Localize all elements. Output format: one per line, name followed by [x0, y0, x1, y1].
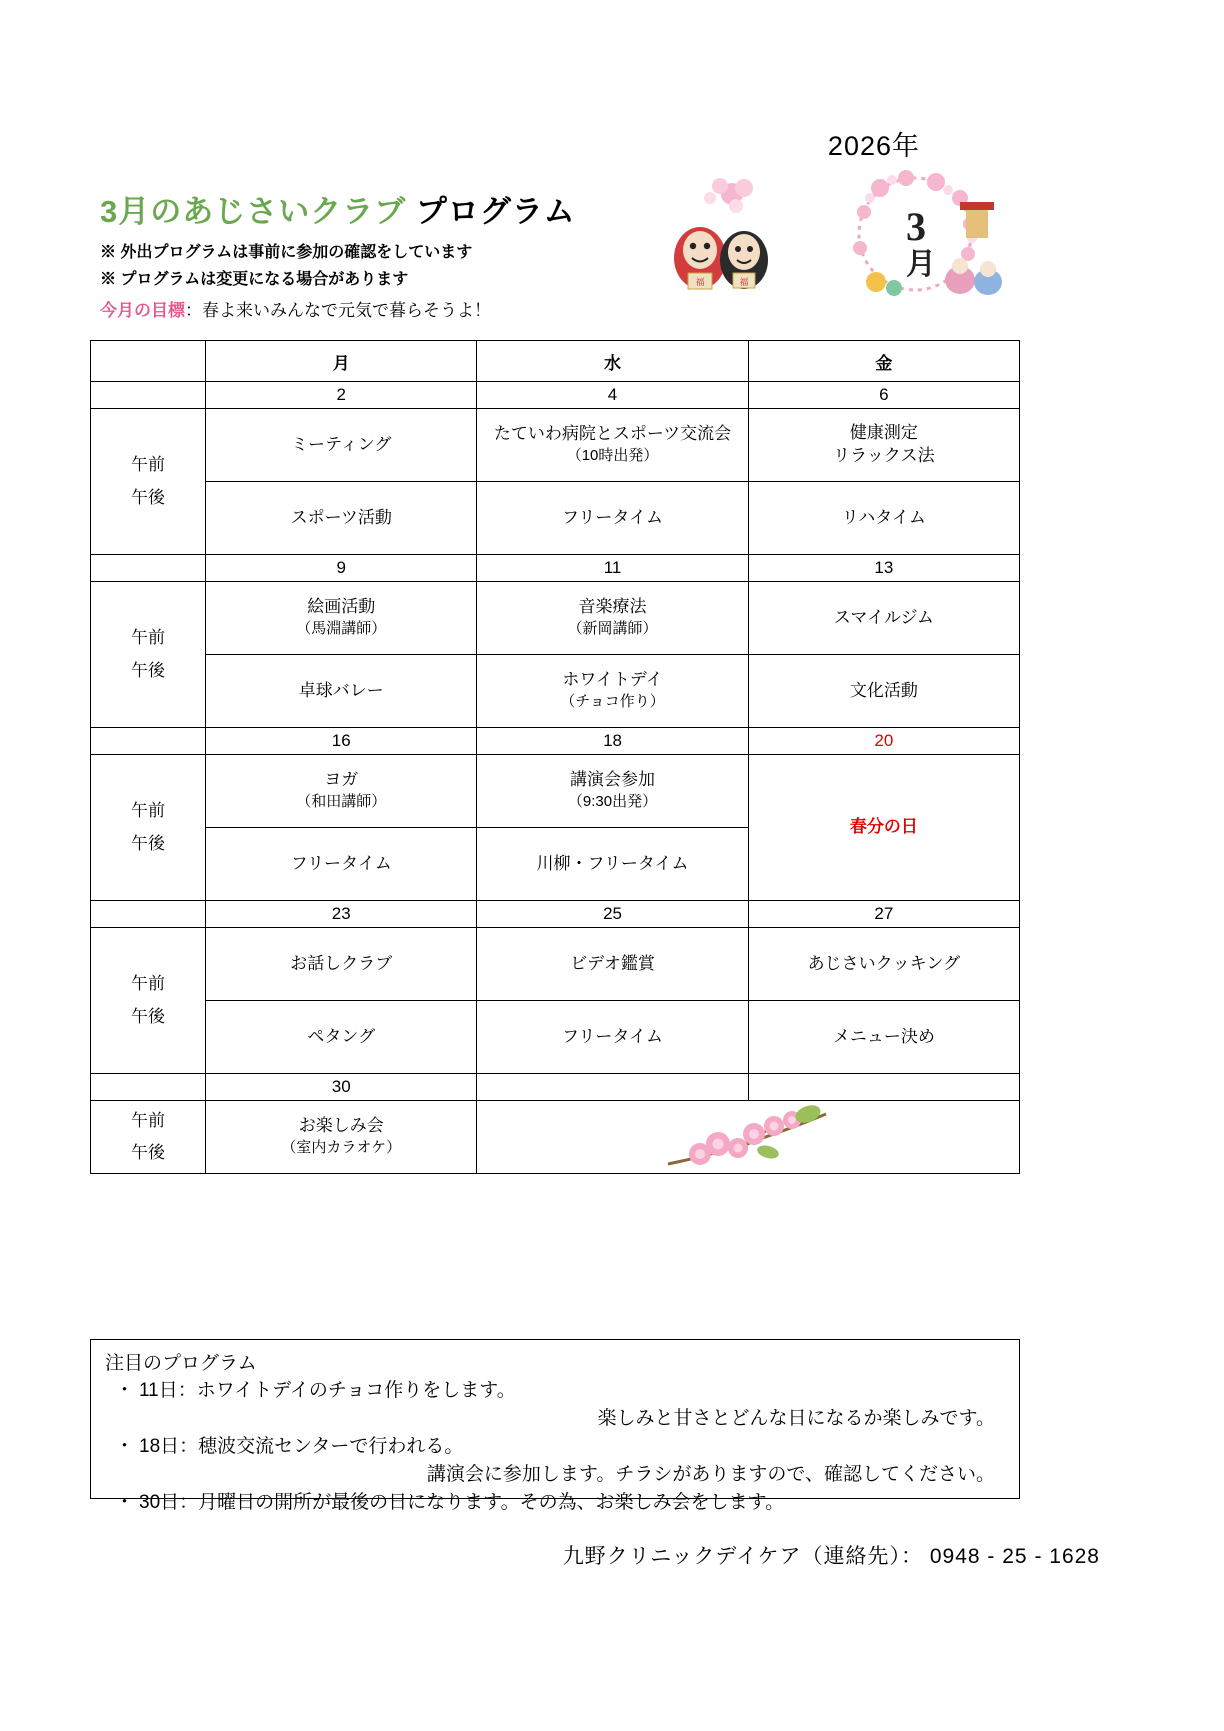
activity-cell	[748, 582, 1019, 655]
page-title-sub: プログラム	[415, 194, 576, 229]
table-row	[91, 655, 1020, 728]
date-row	[91, 382, 1020, 409]
activity-cell	[206, 828, 477, 901]
time-label-pm: 午後	[131, 1006, 166, 1026]
activity-main: フリータイム	[562, 507, 664, 527]
date-cell-holiday: 20	[748, 728, 1019, 755]
day-header-mon: 月	[206, 341, 477, 382]
activity-cell	[206, 1001, 477, 1074]
notice-item-continuation: 楽しみと甘さとどんな日になるか楽しみです。	[597, 1407, 995, 1429]
activity-sub: （和田講師）	[296, 793, 387, 811]
monthly-goal-text: ：春よ来いみんなで元気で暮らそうよ！	[185, 301, 491, 320]
time-label-pm: 午後	[131, 833, 166, 853]
activity-main: あじさいクッキング	[807, 953, 961, 973]
time-label-cell	[91, 409, 206, 555]
table-row	[91, 928, 1020, 1001]
notice-item-text: 18日：穂波交流センターで行われる。	[139, 1436, 464, 1458]
activity-cell	[477, 928, 748, 1001]
date-cell: 18	[477, 728, 748, 755]
time-label-am: 午前	[131, 628, 166, 648]
date-row	[91, 728, 1020, 755]
bullet-icon: ・	[115, 1380, 135, 1401]
activity-cell	[748, 928, 1019, 1001]
activity-sub: （10時出発）	[566, 447, 659, 465]
time-label-pm: 午後	[131, 1143, 166, 1162]
notice-box	[90, 1339, 1020, 1514]
activity-main: フリータイム	[290, 853, 392, 873]
activity-main: ペタング	[307, 1026, 376, 1046]
note-line-1: ※ 外出プログラムは事前に参加の確認をしています	[100, 244, 473, 261]
activity-main: 講演会参加	[570, 770, 656, 790]
activity-cell	[748, 482, 1019, 555]
activity-cell	[748, 409, 1019, 482]
activity-cell	[477, 409, 748, 482]
activity-cell	[477, 828, 748, 901]
table-row	[91, 755, 1020, 828]
activity-sub: （チョコ作り）	[560, 693, 665, 711]
sakura-branch-icon	[658, 1092, 838, 1182]
activity-main: ヨガ	[324, 770, 359, 790]
date-row-spacer	[91, 901, 206, 928]
corner-cell	[91, 341, 206, 382]
activity-main: スマイルジム	[833, 607, 934, 627]
date-cell: 16	[206, 728, 477, 755]
date-row	[91, 1074, 1020, 1101]
sakura-decoration-cell	[477, 1101, 1020, 1174]
page-title-main: 3月のあじさいクラブ	[100, 194, 407, 229]
activity-cell	[748, 655, 1019, 728]
activity-main: ホワイトデイ	[562, 670, 663, 690]
date-row-spacer	[91, 728, 206, 755]
notice-item-continuation: 講演会に参加します。チラシがありますので、確認してください。	[426, 1463, 995, 1485]
activity-cell	[206, 928, 477, 1001]
bullet-icon: ・	[115, 1436, 135, 1458]
bullet-icon: ・	[115, 1492, 135, 1514]
table-row	[91, 1001, 1020, 1074]
notice-title: 注目のプログラム	[105, 1353, 257, 1374]
activity-main: ビデオ鑑賞	[570, 953, 655, 973]
time-label-am: 午前	[131, 974, 166, 994]
notice-item-text: 30日：月曜日の開所が最後の日になります。その為、お楽しみ会をします。	[139, 1492, 785, 1514]
date-cell: 2	[206, 382, 477, 409]
date-cell: 30	[206, 1074, 477, 1101]
activity-cell	[206, 409, 477, 482]
activity-main: お話しクラブ	[290, 953, 393, 973]
activity-cell	[206, 482, 477, 555]
holiday-cell: 春分の日	[748, 755, 1019, 901]
list-item	[105, 1489, 1005, 1517]
activity-cell	[206, 755, 477, 828]
list-item	[105, 1433, 1005, 1488]
day-header-wed: 水	[477, 341, 748, 382]
activity-sub: （馬淵講師）	[296, 620, 387, 638]
monthly-goal-label: 今月の目標	[100, 301, 185, 320]
activity-main: 川柳・フリータイム	[536, 853, 689, 873]
activity-main: お楽しみ会	[298, 1116, 384, 1136]
date-cell: 9	[206, 555, 477, 582]
time-label-am: 午前	[131, 1110, 166, 1130]
footer-contact: 九野クリニックデイケア（連絡先）： 0948 - 25 - 1628	[562, 1545, 1100, 1568]
activity-main: スポーツ活動	[290, 507, 392, 527]
activity-main: フリータイム	[562, 1026, 664, 1046]
time-label-pm: 午後	[131, 660, 166, 680]
activity-main: 健康測定	[849, 423, 918, 443]
activity-main: 文化活動	[849, 680, 918, 700]
list-item	[105, 1377, 1005, 1432]
date-cell: 25	[477, 901, 748, 928]
table-row	[91, 409, 1020, 482]
table-row	[91, 582, 1020, 655]
activity-sub: （新岡講師）	[567, 620, 658, 638]
activity-sub: （室内カラオケ）	[281, 1139, 402, 1157]
date-cell: 13	[748, 555, 1019, 582]
activity-main: メニュー決め	[832, 1026, 935, 1046]
date-cell: 27	[748, 901, 1019, 928]
activity-main: 卓球バレー	[298, 680, 384, 700]
activity-cell	[477, 482, 748, 555]
date-cell: 4	[477, 382, 748, 409]
date-cell: 6	[748, 382, 1019, 409]
activity-sub: （9:30出発）	[567, 793, 658, 811]
year-label: 2026年	[827, 131, 920, 161]
activity-main: リハタイム	[841, 507, 926, 527]
table-header-row	[91, 341, 1020, 382]
activity-main: 音楽療法	[578, 597, 647, 617]
daruma-illustration	[640, 170, 800, 300]
time-label-pm: 午後	[131, 487, 166, 507]
schedule-table	[90, 340, 1020, 1174]
svg-text:月: 月	[906, 248, 936, 281]
time-label-am: 午前	[131, 455, 166, 475]
date-row-spacer	[91, 555, 206, 582]
time-label-cell	[91, 928, 206, 1074]
activity-cell	[206, 1101, 477, 1174]
monthly-goal	[100, 296, 491, 321]
notice-list	[105, 1377, 1005, 1517]
notice-item-text: 11日：ホワイトデイのチョコ作りをします。	[139, 1380, 516, 1401]
time-label-am: 午前	[131, 801, 166, 821]
day-header-fri: 金	[748, 341, 1019, 382]
table-row	[91, 482, 1020, 555]
date-row	[91, 555, 1020, 582]
activity-cell	[206, 582, 477, 655]
time-label-cell	[91, 582, 206, 728]
activity-sub: リラックス法	[833, 446, 935, 465]
date-row-spacer	[91, 382, 206, 409]
svg-text:福: 福	[695, 277, 705, 287]
time-label-cell	[91, 755, 206, 901]
svg-text:3: 3	[906, 204, 926, 249]
date-row	[91, 901, 1020, 928]
date-row-spacer	[91, 1074, 206, 1101]
activity-cell	[477, 582, 748, 655]
activity-main: 絵画活動	[307, 597, 376, 617]
time-label-cell	[91, 1101, 206, 1174]
activity-main: たていわ病院とスポーツ交流会	[493, 424, 732, 444]
activity-cell	[748, 1001, 1019, 1074]
date-cell: 23	[206, 901, 477, 928]
activity-cell	[477, 755, 748, 828]
activity-cell	[206, 655, 477, 728]
activity-main: ミーティング	[291, 434, 392, 454]
march-badge-illustration	[820, 162, 1010, 312]
svg-text:福: 福	[739, 277, 749, 287]
date-cell: 11	[477, 555, 748, 582]
activity-cell	[477, 1001, 748, 1074]
note-line-2: ※ プログラムは変更になる場合があります	[100, 270, 409, 288]
activity-cell	[477, 655, 748, 728]
